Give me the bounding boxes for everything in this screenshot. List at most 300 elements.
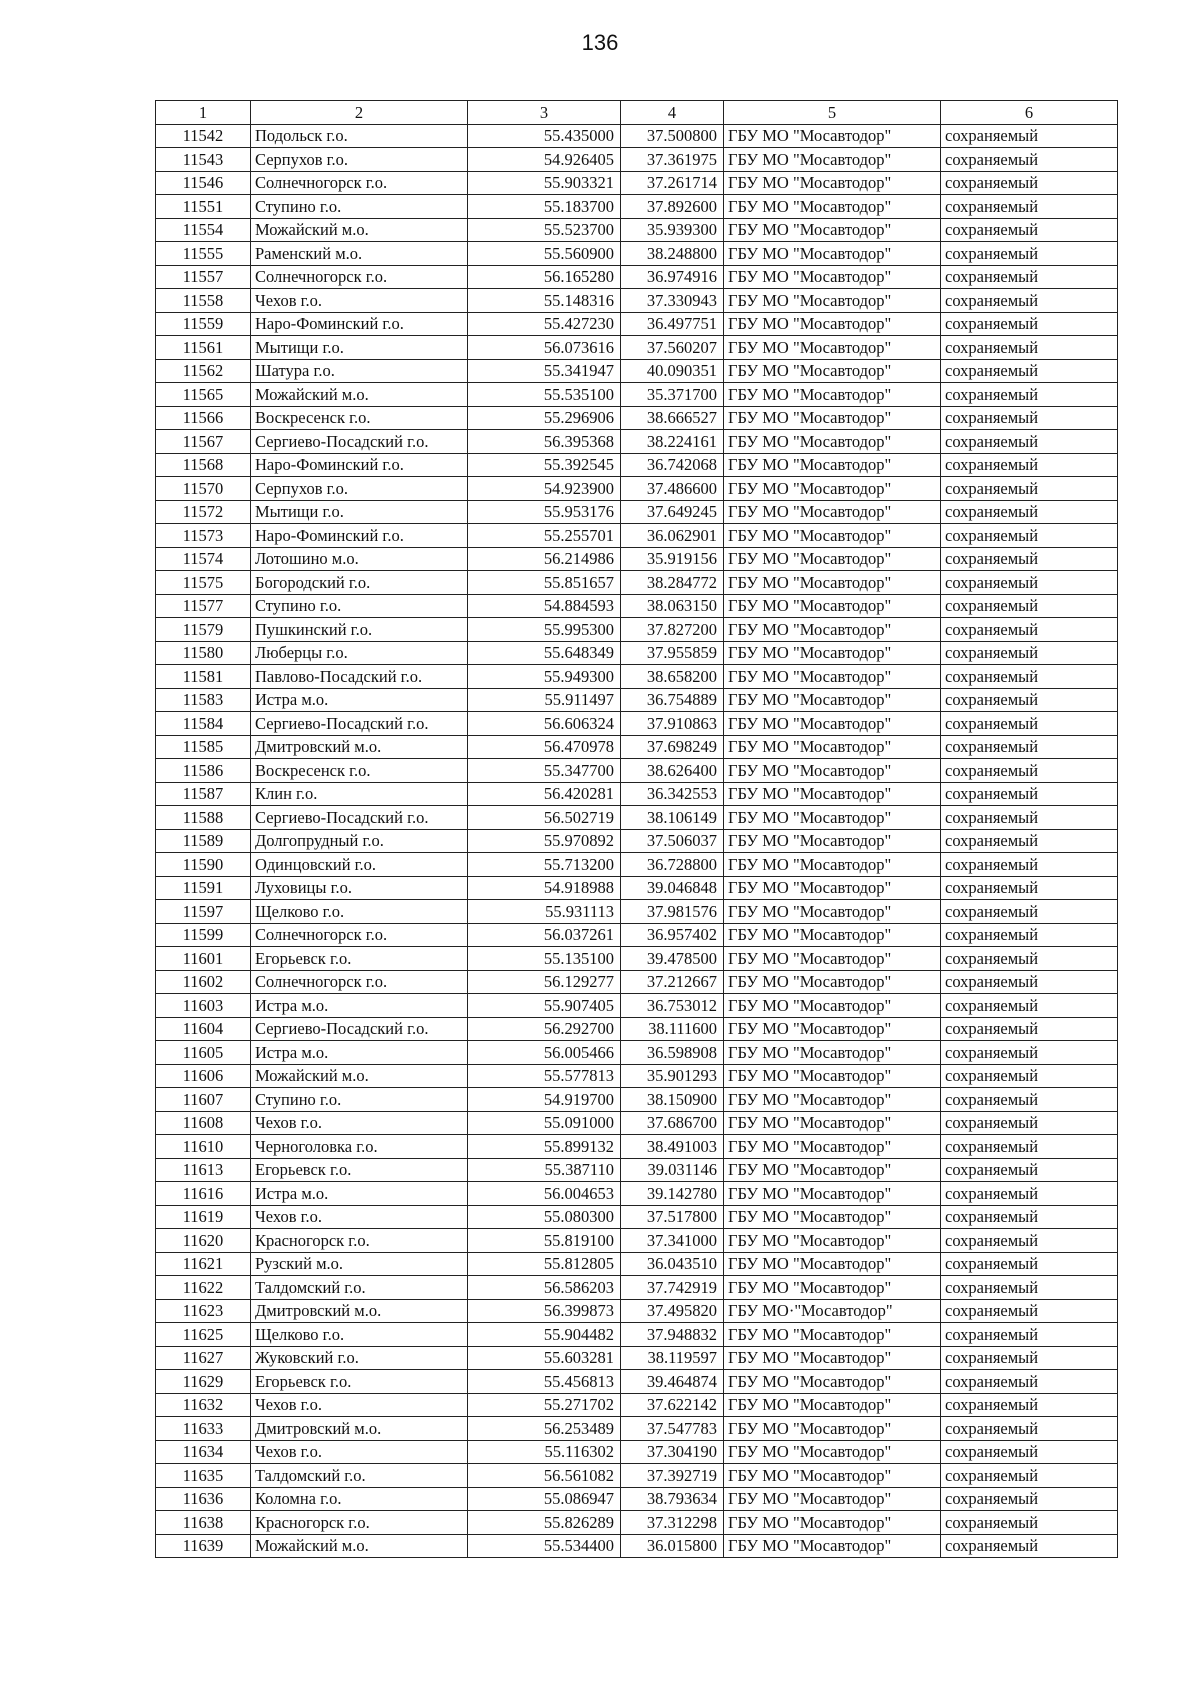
- longitude-cell: 37.330943: [621, 289, 724, 313]
- municipality-cell: Люберцы г.о.: [251, 641, 468, 665]
- table-row: [156, 1464, 1118, 1488]
- status-cell: сохраняемый: [941, 406, 1118, 430]
- table-row: [156, 571, 1118, 595]
- municipality-cell: Красногорск г.о.: [251, 1229, 468, 1253]
- table-row: [156, 1064, 1118, 1088]
- longitude-cell: 39.464874: [621, 1370, 724, 1394]
- municipality-cell: Ступино г.о.: [251, 1088, 468, 1112]
- longitude-cell: 40.090351: [621, 359, 724, 383]
- table-row: [156, 759, 1118, 783]
- longitude-cell: 36.742068: [621, 453, 724, 477]
- row-id-cell: 11568: [156, 453, 251, 477]
- latitude-cell: 56.606324: [468, 712, 621, 736]
- latitude-cell: 55.904482: [468, 1323, 621, 1347]
- row-id-cell: 11554: [156, 218, 251, 242]
- table-row: [156, 1346, 1118, 1370]
- longitude-cell: 35.371700: [621, 383, 724, 407]
- status-cell: сохраняемый: [941, 782, 1118, 806]
- latitude-cell: 55.577813: [468, 1064, 621, 1088]
- column-header: 1: [156, 101, 251, 125]
- row-id-cell: 11632: [156, 1393, 251, 1417]
- row-id-cell: 11606: [156, 1064, 251, 1088]
- row-id-cell: 11610: [156, 1135, 251, 1159]
- municipality-cell: Солнечногорск г.о.: [251, 265, 468, 289]
- longitude-cell: 38.150900: [621, 1088, 724, 1112]
- table-row: [156, 265, 1118, 289]
- latitude-cell: 55.535100: [468, 383, 621, 407]
- longitude-cell: 39.031146: [621, 1158, 724, 1182]
- row-id-cell: 11622: [156, 1276, 251, 1300]
- table-row: [156, 1511, 1118, 1535]
- municipality-cell: Егорьевск г.о.: [251, 947, 468, 971]
- latitude-cell: 54.926405: [468, 148, 621, 172]
- latitude-cell: 56.561082: [468, 1464, 621, 1488]
- status-cell: сохраняемый: [941, 500, 1118, 524]
- status-cell: сохраняемый: [941, 1229, 1118, 1253]
- latitude-cell: 56.214986: [468, 547, 621, 571]
- latitude-cell: 55.907405: [468, 994, 621, 1018]
- latitude-cell: 55.456813: [468, 1370, 621, 1394]
- longitude-cell: 38.658200: [621, 665, 724, 689]
- table-row: [156, 406, 1118, 430]
- longitude-cell: 37.486600: [621, 477, 724, 501]
- owner-cell: ГБУ МО "Мосавтодор": [724, 242, 941, 266]
- municipality-cell: Жуковский г.о.: [251, 1346, 468, 1370]
- owner-cell: ГБУ МО "Мосавтодор": [724, 1041, 941, 1065]
- table-row: [156, 1182, 1118, 1206]
- status-cell: сохраняемый: [941, 1088, 1118, 1112]
- row-id-cell: 11557: [156, 265, 251, 289]
- row-id-cell: 11602: [156, 970, 251, 994]
- latitude-cell: 55.347700: [468, 759, 621, 783]
- longitude-cell: 36.753012: [621, 994, 724, 1018]
- owner-cell: ГБУ МО "Мосавтодор": [724, 1440, 941, 1464]
- table-row: [156, 171, 1118, 195]
- row-id-cell: 11574: [156, 547, 251, 571]
- status-cell: сохраняемый: [941, 1299, 1118, 1323]
- latitude-cell: 56.420281: [468, 782, 621, 806]
- latitude-cell: 55.427230: [468, 312, 621, 336]
- owner-cell: ГБУ МО "Мосавтодор": [724, 1487, 941, 1511]
- longitude-cell: 36.974916: [621, 265, 724, 289]
- row-id-cell: 11561: [156, 336, 251, 360]
- owner-cell: ГБУ МО "Мосавтодор": [724, 1229, 941, 1253]
- municipality-cell: Истра м.о.: [251, 1041, 468, 1065]
- status-cell: сохраняемый: [941, 265, 1118, 289]
- municipality-cell: Богородский г.о.: [251, 571, 468, 595]
- status-cell: сохраняемый: [941, 759, 1118, 783]
- table-row: [156, 430, 1118, 454]
- latitude-cell: 56.004653: [468, 1182, 621, 1206]
- status-cell: сохраняемый: [941, 124, 1118, 148]
- table-row: [156, 359, 1118, 383]
- longitude-cell: 37.212667: [621, 970, 724, 994]
- table-row: [156, 970, 1118, 994]
- owner-cell: ГБУ МО "Мосавтодор": [724, 1205, 941, 1229]
- latitude-cell: 55.995300: [468, 618, 621, 642]
- longitude-cell: 35.901293: [621, 1064, 724, 1088]
- row-id-cell: 11623: [156, 1299, 251, 1323]
- owner-cell: ГБУ МО "Мосавтодор": [724, 641, 941, 665]
- table-row: [156, 1276, 1118, 1300]
- table-row: [156, 453, 1118, 477]
- municipality-cell: Дмитровский м.о.: [251, 735, 468, 759]
- status-cell: сохраняемый: [941, 829, 1118, 853]
- municipality-cell: Наро-Фоминский г.о.: [251, 524, 468, 548]
- status-cell: сохраняемый: [941, 1111, 1118, 1135]
- municipality-cell: Чехов г.о.: [251, 1205, 468, 1229]
- latitude-cell: 55.116302: [468, 1440, 621, 1464]
- row-id-cell: 11625: [156, 1323, 251, 1347]
- table-row: [156, 500, 1118, 524]
- municipality-cell: Лотошино м.о.: [251, 547, 468, 571]
- municipality-cell: Одинцовский г.о.: [251, 853, 468, 877]
- longitude-cell: 37.304190: [621, 1440, 724, 1464]
- table-row: [156, 218, 1118, 242]
- municipality-cell: Сергиево-Посадский г.о.: [251, 712, 468, 736]
- table-body: [156, 124, 1118, 1558]
- longitude-cell: 38.284772: [621, 571, 724, 595]
- row-id-cell: 11558: [156, 289, 251, 313]
- status-cell: сохраняемый: [941, 641, 1118, 665]
- latitude-cell: 56.586203: [468, 1276, 621, 1300]
- table-row: [156, 712, 1118, 736]
- municipality-cell: Сергиево-Посадский г.о.: [251, 1017, 468, 1041]
- table-row: [156, 1111, 1118, 1135]
- longitude-cell: 36.957402: [621, 923, 724, 947]
- row-id-cell: 11639: [156, 1534, 251, 1558]
- status-cell: сохраняемый: [941, 1393, 1118, 1417]
- longitude-cell: 37.495820: [621, 1299, 724, 1323]
- latitude-cell: 55.148316: [468, 289, 621, 313]
- table-row: [156, 1323, 1118, 1347]
- owner-cell: ГБУ МО "Мосавтодор": [724, 383, 941, 407]
- row-id-cell: 11559: [156, 312, 251, 336]
- row-id-cell: 11543: [156, 148, 251, 172]
- municipality-cell: Можайский м.о.: [251, 383, 468, 407]
- owner-cell: ГБУ МО·"Мосавтодор": [724, 1299, 941, 1323]
- municipality-cell: Наро-Фоминский г.о.: [251, 312, 468, 336]
- status-cell: сохраняемый: [941, 571, 1118, 595]
- latitude-cell: 55.648349: [468, 641, 621, 665]
- column-header: 6: [941, 101, 1118, 125]
- column-header: 2: [251, 101, 468, 125]
- table-row: [156, 829, 1118, 853]
- row-id-cell: 11573: [156, 524, 251, 548]
- table-row: [156, 1205, 1118, 1229]
- row-id-cell: 11633: [156, 1417, 251, 1441]
- latitude-cell: 55.970892: [468, 829, 621, 853]
- table-row: [156, 1135, 1118, 1159]
- municipality-cell: Сергиево-Посадский г.о.: [251, 806, 468, 830]
- status-cell: сохраняемый: [941, 1323, 1118, 1347]
- latitude-cell: 55.953176: [468, 500, 621, 524]
- longitude-cell: 37.547783: [621, 1417, 724, 1441]
- latitude-cell: 54.919700: [468, 1088, 621, 1112]
- owner-cell: ГБУ МО "Мосавтодор": [724, 947, 941, 971]
- longitude-cell: 37.698249: [621, 735, 724, 759]
- status-cell: сохраняемый: [941, 1182, 1118, 1206]
- municipality-cell: Шатура г.о.: [251, 359, 468, 383]
- owner-cell: ГБУ МО "Мосавтодор": [724, 500, 941, 524]
- latitude-cell: 56.165280: [468, 265, 621, 289]
- municipality-cell: Красногорск г.о.: [251, 1511, 468, 1535]
- latitude-cell: 55.271702: [468, 1393, 621, 1417]
- owner-cell: ГБУ МО "Мосавтодор": [724, 1088, 941, 1112]
- owner-cell: ГБУ МО "Мосавтодор": [724, 994, 941, 1018]
- status-cell: сохраняемый: [941, 1017, 1118, 1041]
- status-cell: сохраняемый: [941, 1135, 1118, 1159]
- row-id-cell: 11542: [156, 124, 251, 148]
- status-cell: сохраняемый: [941, 1370, 1118, 1394]
- row-id-cell: 11555: [156, 242, 251, 266]
- row-id-cell: 11575: [156, 571, 251, 595]
- owner-cell: ГБУ МО "Мосавтодор": [724, 806, 941, 830]
- municipality-cell: Раменский м.о.: [251, 242, 468, 266]
- longitude-cell: 37.955859: [621, 641, 724, 665]
- data-table: [155, 100, 1118, 1558]
- latitude-cell: 56.005466: [468, 1041, 621, 1065]
- table-row: [156, 1041, 1118, 1065]
- longitude-cell: 36.342553: [621, 782, 724, 806]
- row-id-cell: 11616: [156, 1182, 251, 1206]
- table-row: [156, 806, 1118, 830]
- status-cell: сохраняемый: [941, 1534, 1118, 1558]
- status-cell: сохраняемый: [941, 876, 1118, 900]
- owner-cell: ГБУ МО "Мосавтодор": [724, 265, 941, 289]
- table-row: [156, 1017, 1118, 1041]
- owner-cell: ГБУ МО "Мосавтодор": [724, 477, 941, 501]
- owner-cell: ГБУ МО "Мосавтодор": [724, 1511, 941, 1535]
- row-id-cell: 11562: [156, 359, 251, 383]
- table-row: [156, 524, 1118, 548]
- owner-cell: ГБУ МО "Мосавтодор": [724, 1017, 941, 1041]
- status-cell: сохраняемый: [941, 289, 1118, 313]
- table-row: [156, 665, 1118, 689]
- row-id-cell: 11635: [156, 1464, 251, 1488]
- status-cell: сохраняемый: [941, 735, 1118, 759]
- owner-cell: ГБУ МО "Мосавтодор": [724, 195, 941, 219]
- latitude-cell: 55.812805: [468, 1252, 621, 1276]
- latitude-cell: 55.911497: [468, 688, 621, 712]
- latitude-cell: 55.341947: [468, 359, 621, 383]
- table-row: [156, 1370, 1118, 1394]
- status-cell: сохраняемый: [941, 947, 1118, 971]
- municipality-cell: Серпухов г.о.: [251, 148, 468, 172]
- owner-cell: ГБУ МО "Мосавтодор": [724, 1464, 941, 1488]
- longitude-cell: 37.392719: [621, 1464, 724, 1488]
- municipality-cell: Павлово-Посадский г.о.: [251, 665, 468, 689]
- owner-cell: ГБУ МО "Мосавтодор": [724, 1064, 941, 1088]
- latitude-cell: 55.086947: [468, 1487, 621, 1511]
- longitude-cell: 39.046848: [621, 876, 724, 900]
- owner-cell: ГБУ МО "Мосавтодор": [724, 1370, 941, 1394]
- owner-cell: ГБУ МО "Мосавтодор": [724, 171, 941, 195]
- longitude-cell: 37.361975: [621, 148, 724, 172]
- status-cell: сохраняемый: [941, 1205, 1118, 1229]
- municipality-cell: Подольск г.о.: [251, 124, 468, 148]
- row-id-cell: 11570: [156, 477, 251, 501]
- latitude-cell: 56.502719: [468, 806, 621, 830]
- table-row: [156, 876, 1118, 900]
- row-id-cell: 11586: [156, 759, 251, 783]
- longitude-cell: 39.142780: [621, 1182, 724, 1206]
- municipality-cell: Серпухов г.о.: [251, 477, 468, 501]
- owner-cell: ГБУ МО "Мосавтодор": [724, 759, 941, 783]
- owner-cell: ГБУ МО "Мосавтодор": [724, 970, 941, 994]
- latitude-cell: 55.903321: [468, 171, 621, 195]
- row-id-cell: 11607: [156, 1088, 251, 1112]
- table-row: [156, 477, 1118, 501]
- column-header: 5: [724, 101, 941, 125]
- longitude-cell: 37.517800: [621, 1205, 724, 1229]
- municipality-cell: Дмитровский м.о.: [251, 1417, 468, 1441]
- municipality-cell: Пушкинский г.о.: [251, 618, 468, 642]
- row-id-cell: 11597: [156, 900, 251, 924]
- owner-cell: ГБУ МО "Мосавтодор": [724, 688, 941, 712]
- table-row: [156, 947, 1118, 971]
- latitude-cell: 56.399873: [468, 1299, 621, 1323]
- status-cell: сохраняемый: [941, 477, 1118, 501]
- latitude-cell: 55.713200: [468, 853, 621, 877]
- latitude-cell: 55.387110: [468, 1158, 621, 1182]
- row-id-cell: 11579: [156, 618, 251, 642]
- latitude-cell: 55.135100: [468, 947, 621, 971]
- status-cell: сохраняемый: [941, 359, 1118, 383]
- owner-cell: ГБУ МО "Мосавтодор": [724, 1346, 941, 1370]
- owner-cell: ГБУ МО "Мосавтодор": [724, 124, 941, 148]
- municipality-cell: Долгопрудный г.о.: [251, 829, 468, 853]
- longitude-cell: 37.892600: [621, 195, 724, 219]
- table-row: [156, 923, 1118, 947]
- row-id-cell: 11605: [156, 1041, 251, 1065]
- latitude-cell: 56.253489: [468, 1417, 621, 1441]
- owner-cell: ГБУ МО "Мосавтодор": [724, 1158, 941, 1182]
- latitude-cell: 55.523700: [468, 218, 621, 242]
- table-row: [156, 242, 1118, 266]
- status-cell: сохраняемый: [941, 594, 1118, 618]
- owner-cell: ГБУ МО "Мосавтодор": [724, 524, 941, 548]
- municipality-cell: Можайский м.о.: [251, 1534, 468, 1558]
- status-cell: сохраняемый: [941, 171, 1118, 195]
- municipality-cell: Егорьевск г.о.: [251, 1370, 468, 1394]
- status-cell: сохраняемый: [941, 1346, 1118, 1370]
- table-row: [156, 195, 1118, 219]
- row-id-cell: 11601: [156, 947, 251, 971]
- status-cell: сохраняемый: [941, 688, 1118, 712]
- status-cell: сохраняемый: [941, 1464, 1118, 1488]
- table-row: [156, 1417, 1118, 1441]
- municipality-cell: Чехов г.о.: [251, 1440, 468, 1464]
- owner-cell: ГБУ МО "Мосавтодор": [724, 923, 941, 947]
- municipality-cell: Егорьевск г.о.: [251, 1158, 468, 1182]
- status-cell: сохраняемый: [941, 1440, 1118, 1464]
- longitude-cell: 37.827200: [621, 618, 724, 642]
- longitude-cell: 37.742919: [621, 1276, 724, 1300]
- row-id-cell: 11585: [156, 735, 251, 759]
- latitude-cell: 55.255701: [468, 524, 621, 548]
- latitude-cell: 55.091000: [468, 1111, 621, 1135]
- municipality-cell: Солнечногорск г.о.: [251, 923, 468, 947]
- owner-cell: ГБУ МО "Мосавтодор": [724, 547, 941, 571]
- status-cell: сохраняемый: [941, 806, 1118, 830]
- municipality-cell: Истра м.о.: [251, 994, 468, 1018]
- municipality-cell: Истра м.о.: [251, 688, 468, 712]
- row-id-cell: 11546: [156, 171, 251, 195]
- status-cell: сохраняемый: [941, 665, 1118, 689]
- row-id-cell: 11603: [156, 994, 251, 1018]
- table-row: [156, 1158, 1118, 1182]
- municipality-cell: Воскресенск г.о.: [251, 406, 468, 430]
- longitude-cell: 37.981576: [621, 900, 724, 924]
- owner-cell: ГБУ МО "Мосавтодор": [724, 618, 941, 642]
- row-id-cell: 11634: [156, 1440, 251, 1464]
- owner-cell: ГБУ МО "Мосавтодор": [724, 289, 941, 313]
- status-cell: сохраняемый: [941, 1041, 1118, 1065]
- latitude-cell: 55.296906: [468, 406, 621, 430]
- table-row: [156, 312, 1118, 336]
- owner-cell: ГБУ МО "Мосавтодор": [724, 430, 941, 454]
- owner-cell: ГБУ МО "Мосавтодор": [724, 876, 941, 900]
- municipality-cell: Чехов г.о.: [251, 1393, 468, 1417]
- longitude-cell: 38.666527: [621, 406, 724, 430]
- row-id-cell: 11565: [156, 383, 251, 407]
- municipality-cell: Ступино г.о.: [251, 195, 468, 219]
- header-row: [156, 101, 1118, 125]
- longitude-cell: 38.491003: [621, 1135, 724, 1159]
- owner-cell: ГБУ МО "Мосавтодор": [724, 665, 941, 689]
- latitude-cell: 54.923900: [468, 477, 621, 501]
- longitude-cell: 37.261714: [621, 171, 724, 195]
- longitude-cell: 37.649245: [621, 500, 724, 524]
- latitude-cell: 55.534400: [468, 1534, 621, 1558]
- owner-cell: ГБУ МО "Мосавтодор": [724, 735, 941, 759]
- latitude-cell: 54.884593: [468, 594, 621, 618]
- table-row: [156, 1393, 1118, 1417]
- latitude-cell: 55.899132: [468, 1135, 621, 1159]
- longitude-cell: 38.111600: [621, 1017, 724, 1041]
- status-cell: сохраняемый: [941, 336, 1118, 360]
- latitude-cell: 55.080300: [468, 1205, 621, 1229]
- table-row: [156, 547, 1118, 571]
- municipality-cell: Сергиево-Посадский г.о.: [251, 430, 468, 454]
- latitude-cell: 56.395368: [468, 430, 621, 454]
- row-id-cell: 11608: [156, 1111, 251, 1135]
- table-row: [156, 688, 1118, 712]
- owner-cell: ГБУ МО "Мосавтодор": [724, 148, 941, 172]
- status-cell: сохраняемый: [941, 1064, 1118, 1088]
- longitude-cell: 35.939300: [621, 218, 724, 242]
- status-cell: сохраняемый: [941, 1252, 1118, 1276]
- longitude-cell: 38.106149: [621, 806, 724, 830]
- longitude-cell: 36.754889: [621, 688, 724, 712]
- table-row: [156, 1229, 1118, 1253]
- owner-cell: ГБУ МО "Мосавтодор": [724, 900, 941, 924]
- table-row: [156, 336, 1118, 360]
- longitude-cell: 36.598908: [621, 1041, 724, 1065]
- municipality-cell: Чехов г.о.: [251, 289, 468, 313]
- latitude-cell: 56.037261: [468, 923, 621, 947]
- municipality-cell: Солнечногорск г.о.: [251, 171, 468, 195]
- municipality-cell: Ступино г.о.: [251, 594, 468, 618]
- owner-cell: ГБУ МО "Мосавтодор": [724, 1393, 941, 1417]
- table-row: [156, 594, 1118, 618]
- table-row: [156, 1440, 1118, 1464]
- status-cell: сохраняемый: [941, 524, 1118, 548]
- table-row: [156, 994, 1118, 1018]
- status-cell: сохраняемый: [941, 923, 1118, 947]
- longitude-cell: 37.506037: [621, 829, 724, 853]
